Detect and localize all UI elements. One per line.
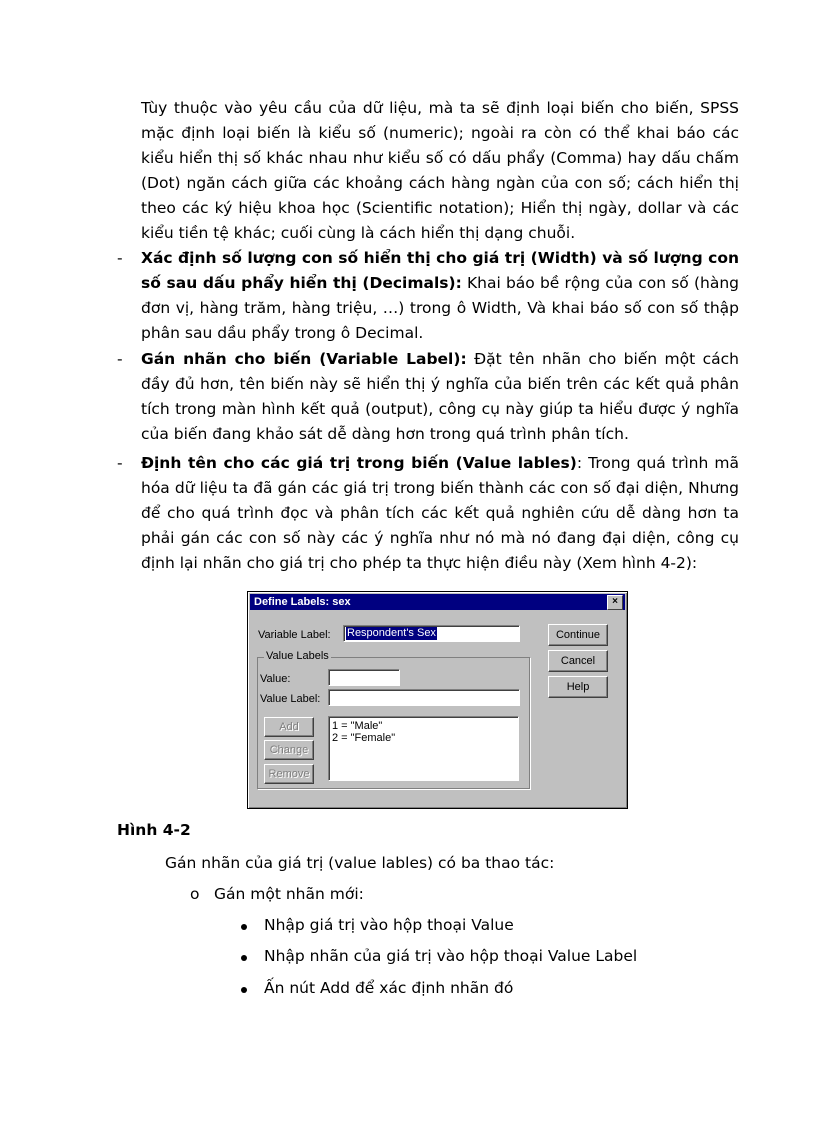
bullet-dot-icon	[241, 944, 247, 969]
bullet-dash: -	[117, 249, 123, 267]
bullet-dot-icon	[241, 913, 247, 938]
bullet-variable-label	[141, 347, 739, 447]
step-item: Nhập nhãn của giá trị vào hộp thoại Value Label	[264, 947, 638, 965]
cancel-button[interactable]: Cancel	[548, 650, 608, 672]
bullet-dash: -	[117, 454, 123, 472]
dialog-titlebar	[250, 594, 625, 610]
continue-button[interactable]: Continue	[548, 624, 608, 646]
list-item[interactable]: 2 = "Female"	[332, 732, 396, 744]
step-item: Ấn nút Add để xác định nhãn đó	[264, 979, 514, 997]
close-icon[interactable]: ×	[607, 595, 623, 610]
bullet-text: : Trong quá trình mã hóa dữ liệu ta đã gán các giá trị trong biến thành các con số đại diện, Nhưng để cho quá trình đọc và phân tích các kết quả nghiên cứu dễ dàng hơn ta phải gán các con số này các ý nghĩa như nó mà nó đang đại diện, công cụ định lại nhãn cho giá trị cho phép ta thực hiện điều này (Xem hình 4-2):	[141, 454, 739, 572]
figure-caption: Hình 4-2	[117, 821, 191, 839]
value-label-caption: Value Label:	[260, 693, 321, 705]
list-item[interactable]: 1 = "Male"	[332, 720, 383, 732]
bullet-heading: Định tên cho các giá trị trong biến (Value lables)	[141, 454, 577, 472]
variable-label-caption: Variable Label:	[258, 629, 331, 641]
summary-line: Gán nhãn của giá trị (value lables) có ba thao tác:	[165, 854, 555, 872]
bullet-dash: -	[117, 350, 123, 368]
change-button[interactable]: Change	[264, 740, 314, 760]
value-labels-list[interactable]	[328, 716, 519, 781]
sub-item: Gán một nhãn mới:	[214, 885, 364, 903]
help-button[interactable]: Help	[548, 676, 608, 698]
variable-label-value: Respondent's Sex	[347, 627, 436, 639]
value-caption: Value:	[260, 673, 291, 685]
intro-paragraph: Tùy thuộc vào yêu cầu của dữ liệu, mà ta sẽ định loại biến cho biến, SPSS mặc định loại biến là kiểu số (numeric); ngoài ra còn có thể khai báo các kiểu hiển thị số khác nhau như kiểu số có dấu phẩy (Comma) hay dấu chấm (Dot) ngăn cách giữa các khoảng cách hàng ngàn của con số; cách hiển thị theo các ký hiệu khoa học (Scientific notation); Hiển thị ngày, dollar và các kiểu tiền tệ khác; cuối cùng là cách hiển thị dạng chuỗi.	[141, 99, 739, 242]
variable-label-input[interactable]	[343, 625, 520, 642]
define-labels-dialog	[247, 591, 628, 809]
bullet-text: Khai báo bề rộng của con số (hàng đơn vị, hàng trăm, hàng triệu, …) trong ô Width, Và khai báo số con số thập phân sau dầu phẩy trong ô Decimal.	[141, 274, 739, 342]
dialog-title: Define Labels: sex	[254, 596, 351, 608]
value-input[interactable]	[328, 669, 400, 686]
bullet-text: Đặt tên nhãn cho biến một cách đầy đủ hơn, tên biến này sẽ hiển thị ý nghĩa của biến trên các kết quả phân tích trong màn hình kết quả (output), công cụ này giúp ta hiểu được ý nghĩa của biến đang khảo sát dễ dàng hơn trong quá trình phân tích.	[141, 350, 739, 443]
add-button[interactable]: Add	[264, 717, 314, 737]
bullet-value-labels	[141, 451, 739, 576]
bullet-heading: Gán nhãn cho biến (Variable Label):	[141, 350, 467, 368]
bullet-dot-icon	[241, 976, 247, 1001]
remove-button[interactable]: Remove	[264, 764, 314, 784]
bullet-width-decimals	[141, 246, 739, 346]
bullet-heading: Xác định số lượng con số hiển thị cho giá trị (Width) và số lượng con số sau dấu phẩy hiển thị (Decimals):	[141, 249, 739, 292]
sub-marker: o	[190, 885, 200, 903]
value-labels-group-title: Value Labels	[266, 650, 329, 662]
value-label-input[interactable]	[328, 689, 520, 706]
step-item: Nhập giá trị vào hộp thoại Value	[264, 916, 514, 934]
